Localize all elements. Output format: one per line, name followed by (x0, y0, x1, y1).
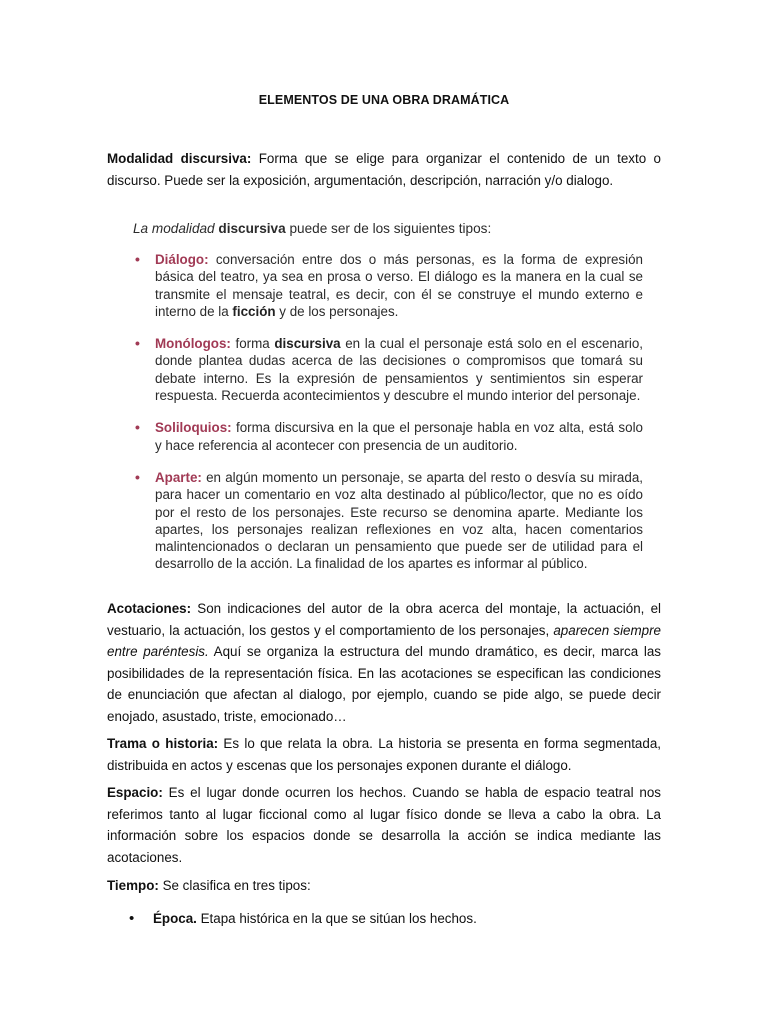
tiempo-paragraph (107, 875, 661, 897)
espacio-term: Espacio: (107, 785, 163, 800)
epoca-list-item (129, 908, 672, 929)
tiempo-term: Tiempo: (107, 878, 159, 893)
item-text: conversación entre dos o más personas, es la forma de expresión básica del teatro, ya sea en prosa o verso. El diálogo es la manera en la cual se transmite el mensaje teatral, es decir, con él se construye el mundo externo e interno de la (155, 252, 643, 319)
item-bold: discursiva (274, 336, 341, 352)
page-title: ELEMENTOS DE UNA OBRA DRAMÁTICA (258, 93, 510, 107)
acotaciones-paragraph (107, 598, 661, 727)
list-item-monologos (133, 335, 643, 404)
trama-text: Es lo que relata la obra. La historia se presenta en forma segmentada, distribuida en actos y escenas que los personajes exponen durante el diálogo. (107, 736, 661, 773)
modalidad-term: Modalidad discursiva: (107, 151, 252, 166)
espacio-text: Es el lugar donde ocurren los hechos. Cuando se habla de espacio teatral nos referimos tanto al lugar ficcional como al lugar físico donde se lleva a cabo la obra. La información sobre los espacios donde se desarrolla la acción se indica mediante las acotaciones. (107, 785, 661, 865)
figure-intro-italic: La modalidad (133, 221, 215, 236)
bullet-icon: • (135, 335, 140, 352)
item-term: Diálogo: (155, 252, 209, 267)
tiempo-text: Se clasifica en tres tipos: (158, 878, 311, 893)
item-bold: ficción (232, 303, 276, 319)
figure-intro (133, 219, 643, 239)
item-text: en algún momento un personaje, se aparta del resto o desvía su mirada, para hacer un comentario en voz alta destinado al público/lector, que no es oído por el resto de los personajes. Este recurso se denomina aparte. Mediante los apartes, los personajes realizan reflexiones en voz alta, hacen comentarios malintencionados o declaran un pensamiento que puede ser de utilidad para el desarrollo de la acción. La finalidad de los apartes es informar al público. (155, 469, 643, 572)
acotaciones-text-end: Aquí se organiza la estructura del mundo dramático, es decir, marca las posibilidades de la representación física. En las acotaciones se especifican las condiciones de enunciación que afectan al dialogo, por ejemplo, cuando se pide algo, se puede decir enojado, asustado, triste, emocionado… (107, 644, 662, 724)
modalidad-figure (133, 219, 643, 575)
list-item-aparte (133, 469, 643, 573)
acotaciones-italic: aparecen siempre entre paréntesis. (107, 622, 661, 659)
trama-term: Trama o historia: (107, 736, 219, 751)
list-item-dialogo (133, 251, 643, 320)
bullet-icon: • (135, 468, 140, 485)
item-text-end: y de los personajes. (275, 303, 399, 319)
acotaciones-term: Acotaciones: (107, 601, 192, 616)
modalidad-paragraph (107, 148, 661, 191)
item-text-end: en la cual el personaje está solo en el escenario, donde plantea dudas acerca de las decisiones o compromisos que tomará su debate interno. Es la expresión de pensamientos y sentimientos sin esperar respuesta. Recuerda acontecimientos y descubre el mundo interior del personaje. (155, 336, 644, 404)
item-term: Aparte: (155, 469, 202, 485)
trama-paragraph (107, 733, 661, 776)
list-item-soliloquios (133, 419, 643, 454)
bullet-icon: • (129, 910, 135, 927)
item-text: forma (230, 336, 275, 352)
figure-intro-rest: puede ser de los siguientes tipos: (285, 221, 492, 236)
epoca-text: Etapa histórica en la que se sitúan los hechos. (196, 911, 477, 926)
item-term: Monólogos: (155, 336, 231, 352)
espacio-paragraph (107, 782, 661, 868)
epoca-term: Época. (153, 911, 197, 926)
modalidad-text: Forma que se elige para organizar el contenido de un texto o discurso. Puede ser la exposición, argumentación, descripción, narración y/o dialogo. (107, 151, 662, 188)
bullet-icon: • (135, 419, 140, 436)
bullet-icon: • (135, 251, 140, 267)
figure-intro-bold: discursiva (218, 221, 286, 236)
item-text: forma discursiva en la que el personaje habla en voz alta, está solo y hace referencia al acontecer con presencia de un auditorio. (155, 420, 643, 453)
item-term: Soliloquios: (155, 420, 232, 436)
acotaciones-text: Son indicaciones del autor de la obra acerca del montaje, la actuación, el vestuario, la actuación, los gestos y el comportamiento de los personajes, (107, 601, 661, 638)
modalidad-type-list (133, 251, 643, 573)
